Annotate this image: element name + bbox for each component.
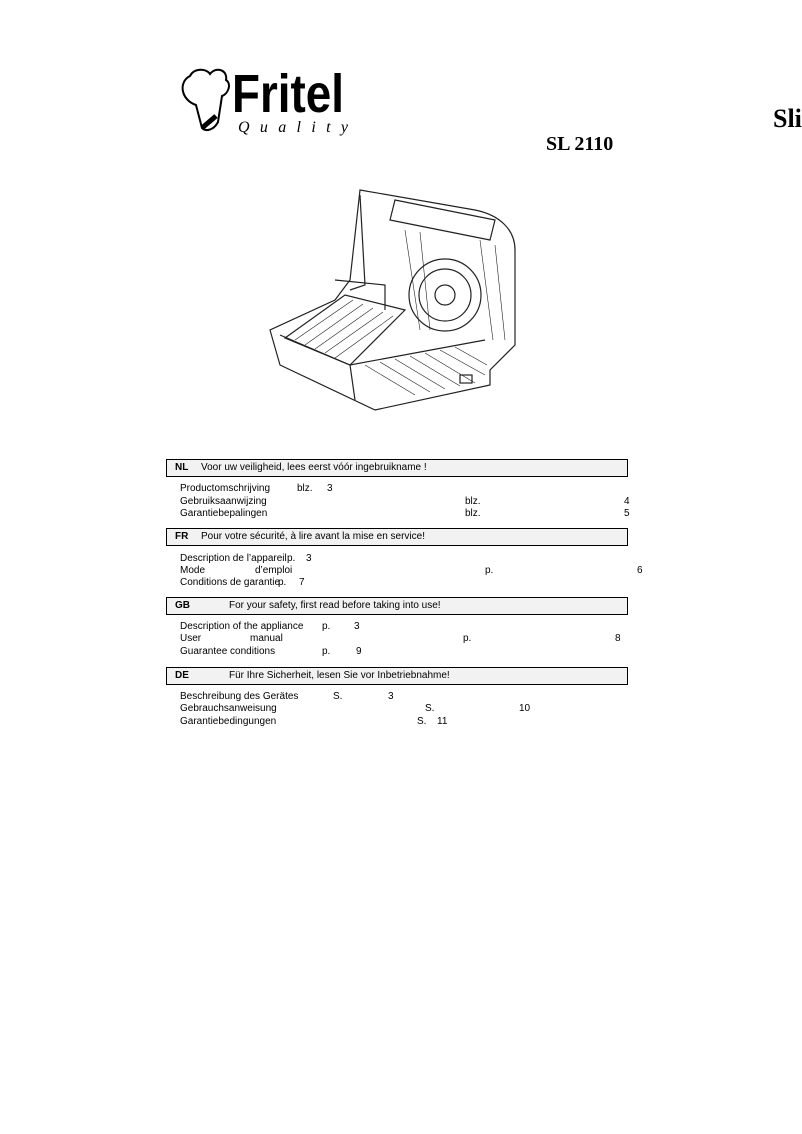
toc-text: Description of the appliance <box>180 621 304 632</box>
toc-text: S. <box>425 703 435 714</box>
toc-text: Description de l’appareil <box>180 553 287 564</box>
toc-text: Mode <box>180 565 206 576</box>
toc-item <box>0 691 802 703</box>
toc-text: p. <box>485 565 494 576</box>
toc-item <box>0 508 802 520</box>
toc-text: blz. <box>297 483 313 494</box>
toc-text: 3 <box>327 483 333 494</box>
toc-text: S. <box>333 691 343 702</box>
heading-text: Für Ihre Sicherheit, lesen Sie vor Inbetriebnahme! <box>229 670 450 681</box>
fritel-logo <box>176 60 351 140</box>
toc-item <box>0 703 802 715</box>
toc-text: p. <box>322 646 331 657</box>
toc-text: manual <box>250 633 283 644</box>
toc-text: Garantiebedingungen <box>180 716 277 727</box>
section-heading <box>166 667 628 685</box>
toc-text: d’emploi <box>255 565 293 576</box>
toc-item <box>0 483 802 495</box>
toc-text: Guarantee conditions <box>180 646 276 657</box>
toc-text: 6 <box>637 565 643 576</box>
toc-text: Gebrauchsanweisung <box>180 703 277 714</box>
heading-text: For your safety, first read before taking into use! <box>229 600 441 611</box>
toc-text: Garantiebepalingen <box>180 508 268 519</box>
heading-text: Voor uw veiligheid, lees eerst vóór ingebruikname ! <box>201 462 427 473</box>
toc-item <box>0 633 802 645</box>
toc-text: 3 <box>354 621 360 632</box>
toc-text: blz. <box>465 508 481 519</box>
chef-hat-icon <box>176 60 351 140</box>
toc-text: 3 <box>388 691 394 702</box>
toc-text: 7 <box>299 577 305 588</box>
toc-text: p. <box>322 621 331 632</box>
toc-text: 8 <box>615 633 621 644</box>
section-heading <box>166 459 628 477</box>
toc-text: p. <box>278 577 287 588</box>
toc-text: Gebruiksaanwijzing <box>180 496 267 507</box>
toc-item <box>0 577 802 589</box>
section-heading <box>166 528 628 546</box>
language-code: GB <box>175 600 190 611</box>
toc-item <box>0 496 802 508</box>
toc-item <box>0 565 802 577</box>
svg-text:Fritel: Fritel <box>232 64 344 124</box>
toc-text: p. <box>463 633 472 644</box>
toc-text: User <box>180 633 202 644</box>
toc-text: Productomschrijving <box>180 483 271 494</box>
language-code: NL <box>175 462 189 473</box>
language-code: DE <box>175 670 189 681</box>
toc-item <box>0 553 802 565</box>
toc-text: 11 <box>437 716 448 727</box>
heading-text: Pour votre sécurité, à lire avant la mise en service! <box>201 531 425 542</box>
toc-text: blz. <box>465 496 481 507</box>
toc-text: 9 <box>356 646 362 657</box>
language-code: FR <box>175 531 189 542</box>
toc-text: S. <box>417 716 427 727</box>
toc-text: 10 <box>519 703 531 714</box>
section-heading <box>166 597 628 615</box>
toc-text: 5 <box>624 508 630 519</box>
toc-item <box>0 646 802 658</box>
toc-text: 4 <box>624 496 630 507</box>
toc-item <box>0 621 802 633</box>
toc-text: Beschreibung des Gerätes <box>180 691 299 702</box>
toc-text: 3 <box>306 553 312 564</box>
toc-text: Conditions de garantie <box>180 577 281 588</box>
document-title: Sli <box>773 104 802 133</box>
slicer-illustration <box>265 170 530 420</box>
toc-item <box>0 716 802 728</box>
svg-text:Quality: Quality <box>238 119 348 136</box>
model-number: SL 2110 <box>546 133 614 155</box>
toc-text: p. <box>287 553 296 564</box>
